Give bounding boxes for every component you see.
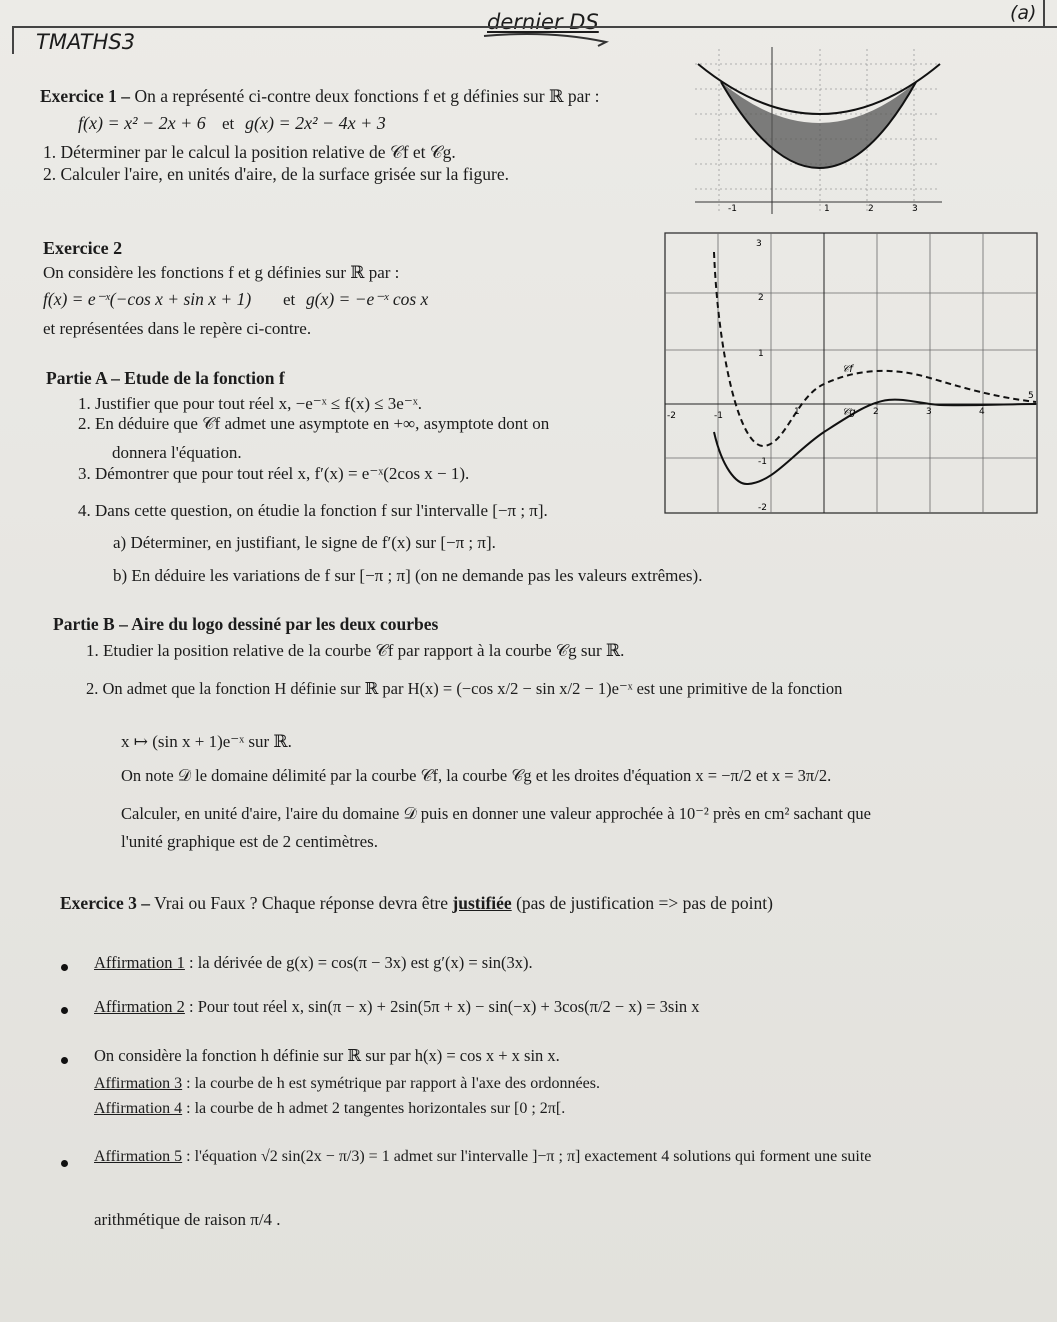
ex2-xlabel-m1: -1 <box>714 411 723 421</box>
ex2-a2b: donnera l'équation. <box>112 443 242 462</box>
course-code: TMATHS3 <box>36 30 136 54</box>
ex2-partA: Partie A – Etude de la fonction f <box>46 368 285 388</box>
exam-label: (a) <box>1010 2 1037 24</box>
ex2-a4a: a) Déterminer, en justifiant, le signe de f′(x) sur [−π ; π]. <box>113 533 496 552</box>
ex2-a4: 4. Dans cette question, on étudie la fonction f sur l'intervalle [−π ; π]. <box>78 501 548 520</box>
ex2-a2a: 2. En déduire que 𝒞f admet une asymptote en +∞, asymptote dont on <box>78 414 550 433</box>
aff2-label: Affirmation 2 <box>94 997 185 1016</box>
ex1-label-2: 2 <box>868 204 874 214</box>
ex2-a3: 3. Démontrer que pour tout réel x, f′(x) = e⁻ˣ(2cos x − 1). <box>78 464 470 483</box>
ex2-xlabel-3: 3 <box>926 407 932 417</box>
ex3-justified: justifiée <box>452 893 512 913</box>
top-frame-right <box>1043 0 1045 26</box>
aff4-label: Affirmation 4 <box>94 1100 183 1117</box>
ex1-intro: On a représenté ci-contre deux fonctions f et g définies sur ℝ par : <box>134 86 600 106</box>
ex3-aff1 <box>94 954 533 973</box>
top-frame-left <box>12 26 14 54</box>
ex2-b2e: l'unité graphique est de 2 centimètres. <box>121 832 379 851</box>
aff1-label: Affirmation 1 <box>94 953 185 972</box>
ex2-and: et <box>283 290 296 309</box>
ex2-partB: Partie B – Aire du logo dessiné par les deux courbes <box>53 614 439 634</box>
ex1-and: et <box>222 114 235 133</box>
exam-title: dernier DS <box>487 10 599 34</box>
ex3-aff5 <box>94 1148 871 1166</box>
ex2-intro: On considère les fonctions f et g définies sur ℝ par : <box>43 263 400 282</box>
ex1-intro-line <box>40 86 599 106</box>
ex1-g-def: g(x) = 2x² − 4x + 3 <box>245 113 386 133</box>
ex2-a4b: b) En déduire les variations de f sur [−π ; π] (on ne demande pas les valeurs extrêmes). <box>113 566 703 585</box>
ex2-xlabel-2: 2 <box>873 407 879 417</box>
ex1-curve-f <box>698 64 940 114</box>
ex1-label-3: 3 <box>912 204 918 214</box>
ex3-intro: Vrai ou Faux ? Chaque réponse devra être <box>154 893 449 913</box>
ex3-aff5b: arithmétique de raison π/4 . <box>94 1210 281 1229</box>
ex2-b2d: Calculer, en unité d'aire, l'aire du domaine 𝒟 puis en donner une valeur approchée à 10⁻² près en cm² sachant que <box>121 804 871 823</box>
ex2-xlabel-5: 5 <box>1028 391 1034 401</box>
aff1-text: : la dérivée de g(x) = cos(π − 3x) est g′(x) = sin(3x). <box>189 953 533 972</box>
bullet-1 <box>61 964 68 971</box>
ex3-h-intro: On considère la fonction h définie sur ℝ sur par h(x) = cos x + x sin x. <box>94 1046 560 1065</box>
ex2-heading: Exercice 2 <box>43 238 123 258</box>
ex2-b2b: x ↦ (sin x + 1)e⁻ˣ sur ℝ. <box>121 732 292 751</box>
ex1-heading: Exercice 1 – <box>40 86 131 106</box>
ex2-ylabel-2: 2 <box>758 293 764 303</box>
ex2-xlabel-1: 1 <box>794 407 800 417</box>
ex3-heading: Exercice 3 – <box>60 893 151 913</box>
ex1-f-def: f(x) = x² − 2x + 6 <box>78 113 206 133</box>
ex3-aff3 <box>94 1075 600 1093</box>
ex2-ylabel-m1: -1 <box>758 457 767 467</box>
title-swoosh <box>480 28 620 50</box>
bullet-3 <box>61 1057 68 1064</box>
ex2-a1: 1. Justifier que pour tout réel x, −e⁻ˣ ≤ f(x) ≤ 3e⁻ˣ. <box>78 394 422 413</box>
aff3-text: : la courbe de h est symétrique par rapport à l'axe des ordonnées. <box>186 1075 600 1092</box>
ex2-g-def: g(x) = −e⁻ˣ cos x <box>306 289 429 309</box>
ex3-aff2 <box>94 998 700 1017</box>
aff5-text: : l'équation √2 sin(2x − π/3) = 1 admet sur l'intervalle ]−π ; π] exactement 4 solutions qui forment une suite <box>186 1148 872 1165</box>
ex1-label-m1: -1 <box>728 204 737 214</box>
ex2-rep: et représentées dans le repère ci-contre. <box>43 319 312 338</box>
ex2-ylabel-3: 3 <box>756 239 762 249</box>
ex1-q2: 2. Calculer l'aire, en unités d'aire, de la surface grisée sur la figure. <box>43 164 509 184</box>
ex2-b2c: On note 𝒟 le domaine délimité par la courbe 𝒞f, la courbe 𝒞g et les droites d'équation x = −π/2 et x = 3π/2. <box>121 766 832 785</box>
ex2-ylabel-m2: -2 <box>758 503 767 513</box>
ex3-intro-end: (pas de justification => pas de point) <box>516 893 773 913</box>
bullet-2 <box>61 1007 68 1014</box>
ex2-curve-label-g: 𝒞g <box>842 407 856 418</box>
ex1-graph <box>690 44 945 219</box>
ex2-curve-label-f: 𝒞f <box>842 364 853 375</box>
aff4-text: : la courbe de h admet 2 tangentes horizontales sur [0 ; 2π[. <box>186 1100 566 1117</box>
aff3-label: Affirmation 3 <box>94 1075 183 1092</box>
aff2-text: : Pour tout réel x, sin(π − x) + 2sin(5π + x) − sin(−x) + 3cos(π/2 − x) = 3sin x <box>189 997 700 1016</box>
ex2-b1: 1. Etudier la position relative de la courbe 𝒞f par rapport à la courbe 𝒞g sur ℝ. <box>86 641 625 660</box>
ex2-xlabel-4: 4 <box>979 407 985 417</box>
ex3-aff4 <box>94 1100 565 1118</box>
ex1-q1: 1. Déterminer par le calcul la position relative de 𝒞f et 𝒞g. <box>43 142 456 162</box>
aff5-label: Affirmation 5 <box>94 1148 183 1165</box>
ex2-xlabel-m2: -2 <box>667 411 676 421</box>
ex2-graph <box>664 232 1038 514</box>
ex2-ylabel-1: 1 <box>758 349 764 359</box>
ex3-intro-line <box>60 893 773 913</box>
ex2-f-def: f(x) = e⁻ˣ(−cos x + sin x + 1) <box>43 289 252 309</box>
bullet-4 <box>61 1160 68 1167</box>
ex1-label-1: 1 <box>824 204 830 214</box>
ex2-b2a: 2. On admet que la fonction H définie sur ℝ par H(x) = (−cos x/2 − sin x/2 − 1)e⁻ˣ est une primitive de la fonction <box>86 679 843 698</box>
